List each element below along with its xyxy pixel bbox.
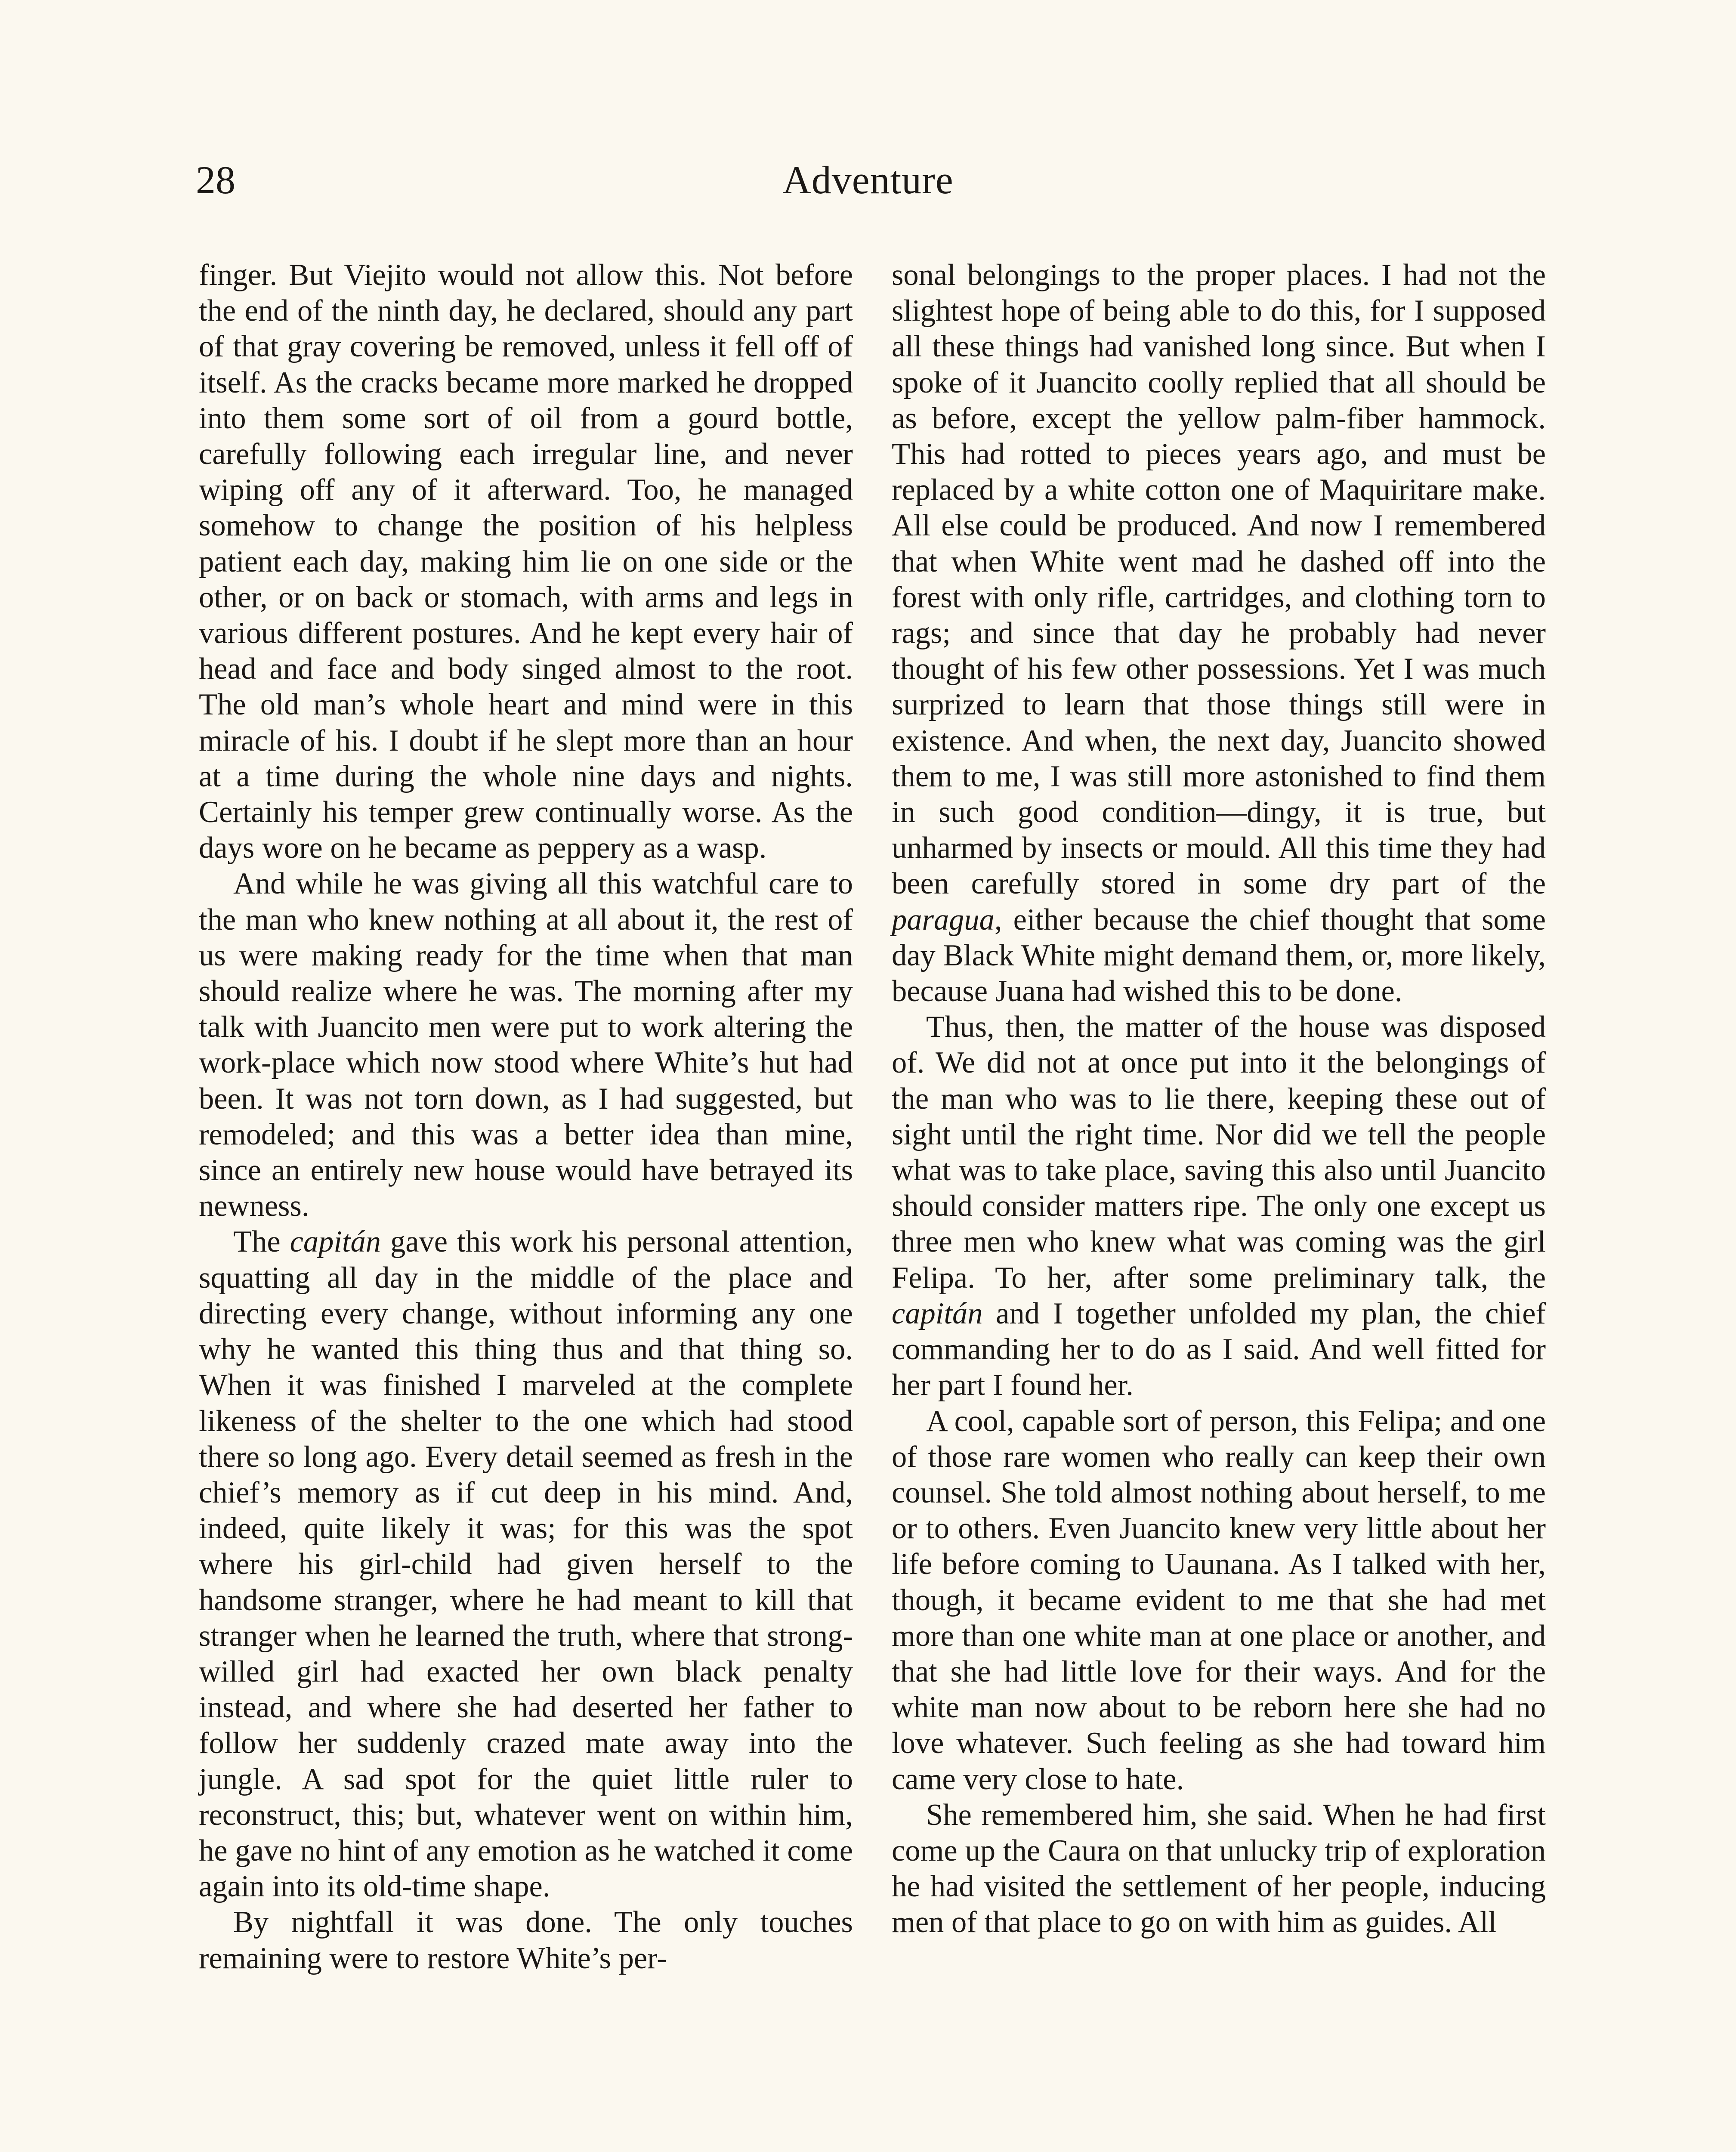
paragraph: A cool, capable sort of person, this Felipa; and one of those rare women who really can keep their own counsel. She told almost nothing about herself, to me or to others. Even Juancito knew very little about her life before coming to Uaunana. As I talked with her, though, it became evident to me that she had met more than one white man at one place or another, and that she had little love for their ways. And for the white man now about to be reborn here she had no love whatever. Such feeling as she had toward him came very close to hate. <box>892 1404 1546 1796</box>
paragraph: The capitán gave this work his personal attention, squatting all day in the middle of the place and directing every change, without informing any one why he wanted this thing thus and that thing so. When it was finished I marveled at the complete likeness of the shelter to the one which had stood there so long ago. Every detail seemed as fresh in the chief’s memory as if cut deep in his mind. And, indeed, quite likely it was; for this was the spot where his girl-child had given herself to the handsome stranger, where he had meant to kill that stranger when he learned the truth, where that strong-willed girl had exacted her own black penalty instead, and where she had deserted her father to follow her suddenly crazed mate away into the jungle. A sad spot for the quiet little ruler to reconstruct, this; but, whatever went on within him, he gave no hint of any emotion as he watched it come again into its old-time shape. <box>199 1225 853 1904</box>
left-column <box>199 257 853 1976</box>
paragraph: finger. But Viejito would not allow this. Not before the end of the ninth day, he declared, should any part of that gray covering be removed, unless it fell off of itself. As the cracks became more marked he dropped into them some sort of oil from a gourd bottle, carefully following each irregular line, and never wiping off any of it afterward. Too, he managed somehow to change the position of his helpless patient each day, making him lie on one side or the other, or on back or stomach, with arms and legs in various different postures. And he kept every hair of head and face and body singed almost to the root. The old man’s whole heart and mind were in this miracle of his. I doubt if he slept more than an hour at a time during the whole nine days and nights. Certainly his temper grew continually worse. As the days wore on he became as peppery as a wasp. <box>199 258 853 865</box>
paragraph: She remembered him, she said. When he had first come up the Caura on that unlucky trip of exploration he had visited the settlement of her people, inducing men of that place to go on with him as guides. All <box>892 1798 1546 1939</box>
italic-term: paragua <box>892 903 995 937</box>
italic-term: capitán <box>290 1225 381 1259</box>
paragraph: sonal belongings to the proper places. I had not the slightest hope of being able to do this, for I supposed all these things had vanished long since. But when I spoke of it Juancito coolly replied that all should be as before, except the yellow palm-fiber hammock. This had rotted to pieces years ago, and must be replaced by a white cotton one of Maquiritare make. All else could be produced. And now I remembered that when White went mad he dashed off into the forest with only rifle, cartridges, and clothing torn to rags; and since that day he probably had never thought of his few other possessions. Yet I was much surprized to learn that those things still were in existence. And when, the next day, Juancito showed them to me, I was still more astonished to find them in such good condition—dingy, it is true, but unharmed by insects or mould. All this time they had been carefully stored in some dry part of the paragua, either because the chief thought that some day Black White might demand them, or, more likely, because Juana had wished this to be done. <box>892 258 1546 1008</box>
page-number: 28 <box>196 158 235 202</box>
paragraph: By nightfall it was done. The only touches remaining were to restore White’s per- <box>199 1905 853 1975</box>
paragraph: And while he was giving all this watchful care to the man who knew nothing at all about it, the rest of us were making ready for the time when that man should realize where he was. The morning after my talk with Juancito men were put to work altering the work-place which now stood where White’s hut had been. It was not torn down, as I had suggested, but remodeled; and this was a better idea than mine, since an entirely new house would have betrayed its newness. <box>199 867 853 1223</box>
paragraph: Thus, then, the matter of the house was disposed of. We did not at once put into it the belongings of the man who was to lie there, keeping these out of sight until the right time. Nor did we tell the people what was to take place, saving this also until Juancito should consider matters ripe. The only one except us three men who knew what was coming was the girl Felipa. To her, after some preliminary talk, the capitán and I together unfolded my plan, the chief commanding her to do as I said. And well fitted for her part I found her. <box>892 1010 1546 1402</box>
italic-term: capitán <box>892 1296 983 1330</box>
running-head-title: Adventure <box>782 158 954 202</box>
right-column <box>892 257 1546 1941</box>
